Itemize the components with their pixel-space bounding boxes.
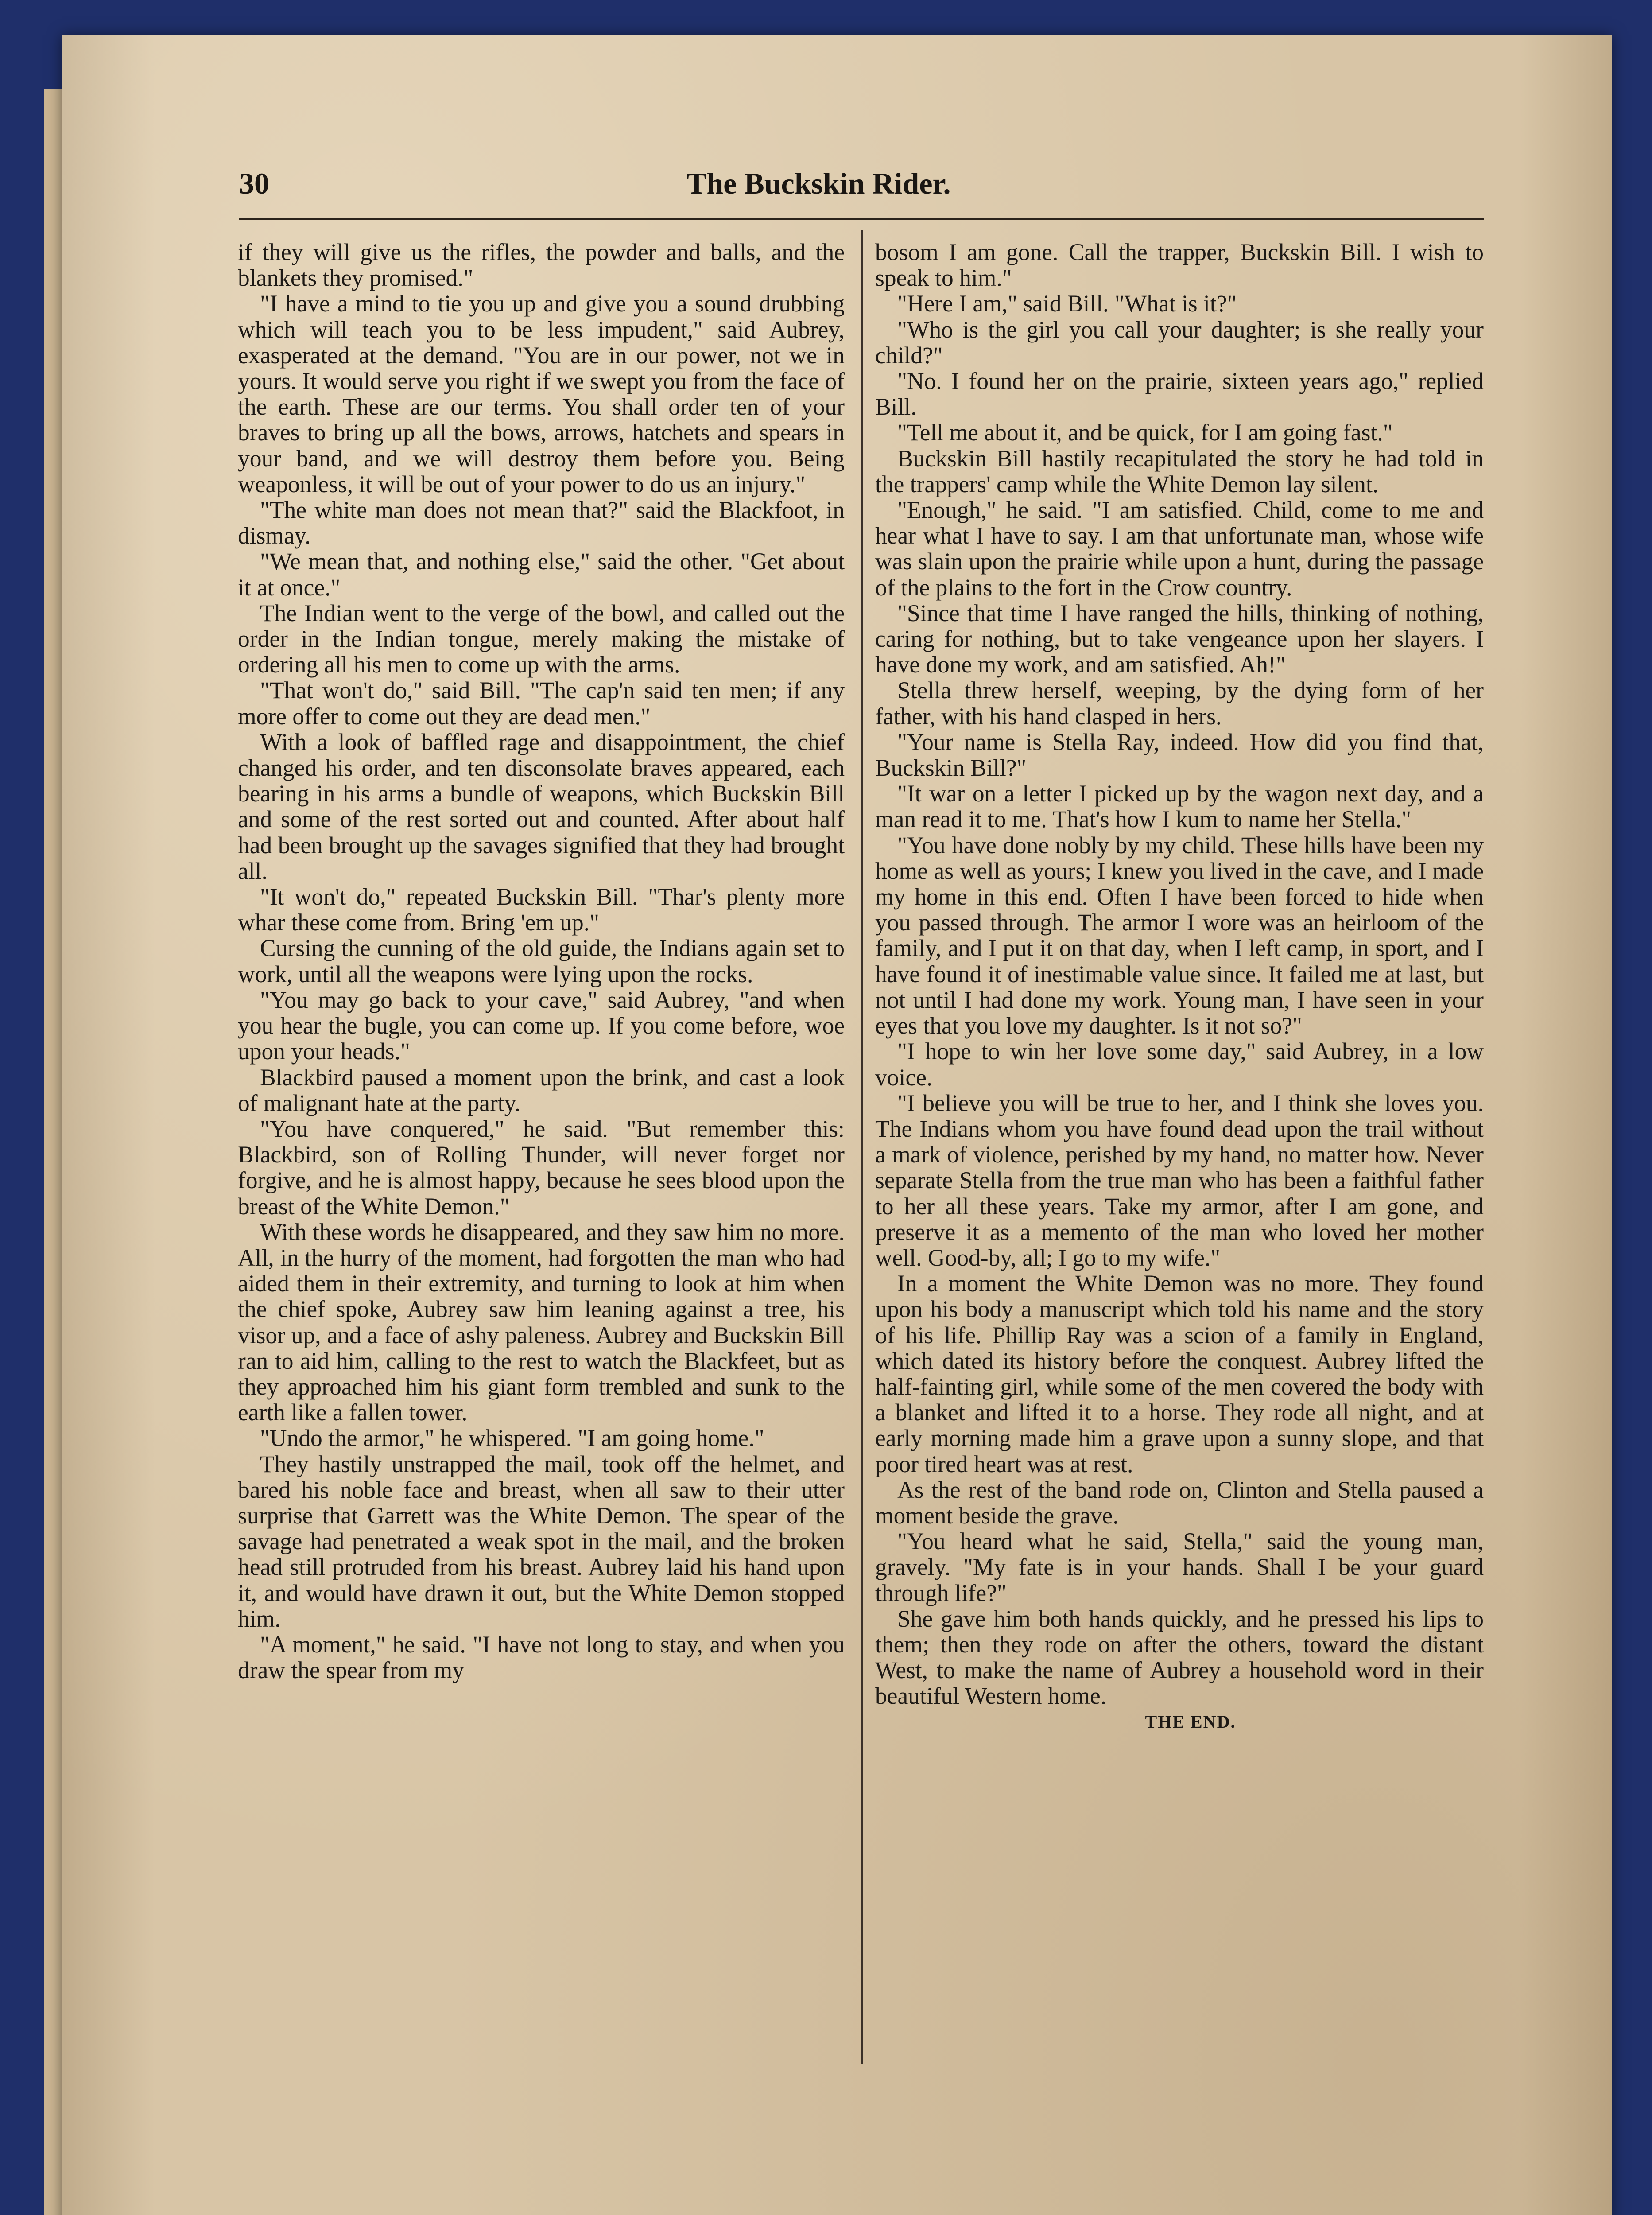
- paragraph: "We mean that, and nothing else," said the other. "Get about it at once.": [238, 548, 845, 601]
- left-column: [238, 239, 845, 1683]
- paragraph: With these words he disappeared, and they saw him no more. All, in the hurry of the moment, had forgotten the man who had aided them in their extremity, and turning to look at him when the chief spoke, Aubrey saw him leaning against a tree, his visor up, and a face of ashy paleness. Aubrey and Buckskin Bill ran to aid him, calling to the rest to watch the Blackfeet, but as they approached him his giant form trembled and sunk to the earth like a fallen tower.: [238, 1218, 845, 1426]
- paragraph: Blackbird paused a moment upon the brink, and cast a look of malignant hate at the party.: [238, 1064, 845, 1116]
- paragraph: With a look of baffled rage and disappointment, the chief changed his order, and ten disconsolate braves appeared, each bearing in his arms a bundle of weapons, which Buckskin Bill and some of the rest sorted out and counted. After about half had been brought up the savages signified that they had brought all.: [238, 728, 845, 884]
- paragraph: They hastily unstrapped the mail, took off the helmet, and bared his noble face and breast, when all saw to their utter surprise that Garrett was the White Demon. The spear of the savage had penetrated a weak spot in the mail, and the broken head still protruded from his breast. Aubrey laid his hand upon it, and would have drawn it out, but the White Demon stopped him.: [238, 1450, 845, 1632]
- paragraph: The Indian went to the verge of the bowl, and called out the order in the Indian tongue, merely making the mistake of ordering all his men to come up with the arms.: [238, 599, 845, 678]
- column-divider: [861, 230, 863, 2064]
- paragraph: "Enough," he said. "I am satisfied. Child, come to me and hear what I have to say. I am that unfortunate man, whose wife was slain upon the prairie while upon a hunt, during the passage of the plains to the fort in the Crow country.: [875, 497, 1484, 601]
- page-header: [239, 166, 1484, 206]
- paragraph: "It war on a letter I picked up by the wagon next day, and a man read it to me. That's how I kum to name her Stella.": [875, 780, 1484, 833]
- paragraph: "Your name is Stella Ray, indeed. How did you find that, Buckskin Bill?": [875, 728, 1484, 781]
- paragraph: "I hope to win her love some day," said Aubrey, in a low voice.: [875, 1038, 1484, 1091]
- right-column: [875, 239, 1484, 1735]
- paragraph: "You heard what he said, Stella," said the young man, gravely. "My fate is in your hands. Shall I be your guard through life?": [875, 1528, 1484, 1606]
- paragraph: "The white man does not mean that?" said the Blackfoot, in dismay.: [238, 497, 845, 549]
- paragraph: "A moment," he said. "I have not long to stay, and when you draw the spear from my: [238, 1631, 845, 1684]
- the-end-label: THE END.: [1145, 1711, 1236, 1732]
- paragraph: "No. I found her on the prairie, sixteen years ago," replied Bill.: [875, 368, 1484, 420]
- page-number: 30: [239, 167, 269, 200]
- paragraph: "Here I am," said Bill. "What is it?": [897, 290, 1237, 317]
- paragraph: Cursing the cunning of the old guide, the Indians again set to work, until all the weapons were lying upon the rocks.: [238, 935, 845, 987]
- paragraph: "You may go back to your cave," said Aubrey, "and when you hear the bugle, you can come up. If you come before, woe upon your heads.": [238, 986, 845, 1065]
- paragraph: "You have conquered," he said. "But remember this: Blackbird, son of Rolling Thunder, will never forget nor forgive, and he is almost happy, because he sees blood upon the breast of the White Demon.": [238, 1115, 845, 1220]
- paragraph: "Tell me about it, and be quick, for I am going fast.": [897, 419, 1393, 446]
- paragraph: Buckskin Bill hastily recapitulated the story he had told in the trappers' camp while the White Demon lay silent.: [875, 445, 1484, 497]
- paragraph: bosom I am gone. Call the trapper, Buckskin Bill. I wish to speak to him.": [875, 239, 1484, 291]
- paragraph: "I believe you will be true to her, and I think she loves you. The Indians whom you have found dead upon the trail without a mark of violence, perished by my hand, no matter how. Never separate Stella from the true man who has been a faithful father to her all these years. Take my armor, after I am gone, and preserve it as a memento of the man who loved her mother well. Good-by, all; I go to my wife.": [875, 1089, 1484, 1271]
- paragraph: As the rest of the band rode on, Clinton and Stella paused a moment beside the grave.: [875, 1476, 1484, 1529]
- paragraph: "Undo the armor," he whispered. "I am going home.": [260, 1425, 764, 1452]
- paragraph: "That won't do," said Bill. "The cap'n said ten men; if any more offer to come out they are dead men.": [238, 677, 845, 730]
- paragraph: if they will give us the rifles, the powder and balls, and the blankets they promised.": [238, 239, 845, 291]
- paragraph: "It won't do," repeated Buckskin Bill. "Thar's plenty more whar these come from. Bring 'em up.": [238, 883, 845, 936]
- paragraph: In a moment the White Demon was no more. They found upon his body a manuscript which told his name and the story of his life. Phillip Ray was a scion of a family in England, which dated its history before the conquest. Aubrey lifted the half-fainting girl, while some of the men covered the body with a blanket and lifted it to a horse. They rode all night, and at early morning made him a grave upon a sunny slope, and that poor tired heart was at rest.: [875, 1270, 1484, 1477]
- paragraph: She gave him both hands quickly, and he pressed his lips to them; then they rode on after the others, toward the distant West, to make the name of Aubrey a household word in their beautiful Western home.: [875, 1605, 1484, 1710]
- paragraph: "I have a mind to tie you up and give you a sound drubbing which will teach you to be less impudent," said Aubrey, exasperated at the demand. "You are in our power, not we in yours. It would serve you right if we swept you from the face of the earth. These are our terms. You shall order ten of your braves to bring up all the bows, arrows, hatchets and spears in your band, and we will destroy them before you. Being weaponless, it will be out of your power to do us an injury.": [238, 290, 845, 497]
- paragraph: "Since that time I have ranged the hills, thinking of nothing, caring for nothing, but to take vengeance upon her slayers. I have done my work, and am satisfied. Ah!": [875, 599, 1484, 678]
- running-title: The Buckskin Rider.: [686, 167, 951, 200]
- paragraph: "You have done nobly by my child. These hills have been my home as well as yours; I knew you lived in the cave, and I made my home in this end. Often I have been forced to hide when you passed through. The armor I wore was an heirloom of the family, and I put it on that day, when I left camp, in sport, and I have found it of inestimable value since. It failed me at last, but not until I had done my work. Young man, I have seen in your eyes that you love my daughter. Is it not so?": [875, 832, 1484, 1039]
- paragraph: "Who is the girl you call your daughter; is she really your child?": [875, 316, 1484, 369]
- header-rule: [239, 218, 1484, 220]
- paragraph: Stella threw herself, weeping, by the dying form of her father, with his hand clasped in hers.: [875, 677, 1484, 730]
